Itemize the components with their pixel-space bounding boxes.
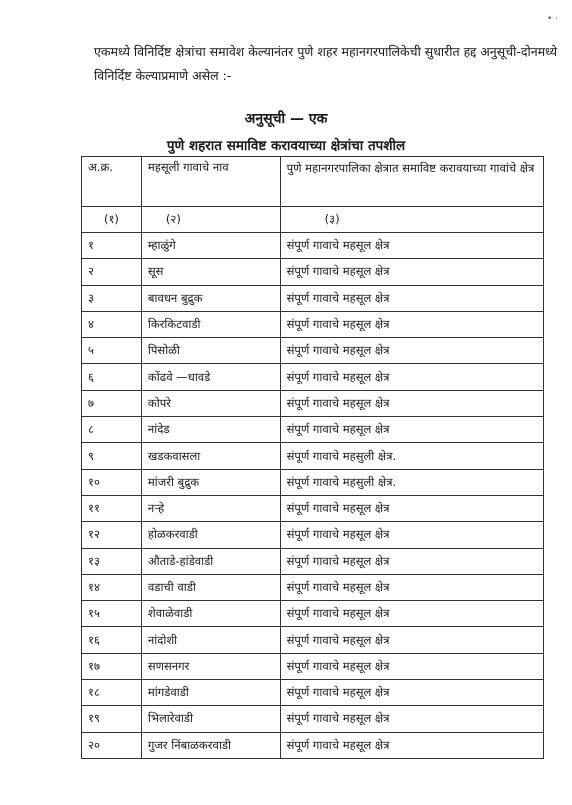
village-name-cell: वडाची वाडी (141, 574, 280, 600)
table-row (82, 522, 544, 548)
area-cell: संपूर्ण गावाचे महसूल क्षेत्र (280, 338, 543, 364)
serial-number-cell: १३ (82, 548, 142, 574)
area-cell: संपूर्ण गावाचे महसूल क्षेत्र (280, 390, 543, 416)
village-name-cell: सणसनगर (141, 653, 280, 679)
corner-mark: • · (546, 14, 558, 24)
village-name-cell: होळकरवाडी (141, 522, 280, 548)
area-cell: संपूर्ण गावाचे महसूल क्षेत्र (280, 627, 543, 653)
serial-number-cell: १० (82, 469, 142, 495)
serial-number-cell: ७ (82, 390, 142, 416)
column-number-3: (३) (280, 207, 543, 233)
area-cell: संपूर्ण गावाचे महसूल क्षेत्र (280, 417, 543, 443)
serial-number-cell: ५ (82, 338, 142, 364)
column-header-serial: अ.क्र. (82, 157, 142, 207)
villages-table (81, 156, 544, 759)
village-name-cell: भिलारेवाडी (141, 706, 280, 732)
village-name-cell: शेवाळेवाडी (141, 601, 280, 627)
schedule-title: अनुसूची — एक (244, 111, 328, 127)
table-row (82, 259, 544, 285)
village-name-cell: पिसोळी (141, 338, 280, 364)
area-cell: संपूर्ण गावाचे महसूल क्षेत्र (280, 601, 543, 627)
serial-number-cell: ८ (82, 417, 142, 443)
table-row (82, 706, 544, 732)
serial-number-cell: १ (82, 233, 142, 259)
table-row (82, 548, 544, 574)
serial-number-cell: ४ (82, 311, 142, 337)
area-cell: संपूर्ण गावाचे महसूल क्षेत्र (280, 653, 543, 679)
village-name-cell: औताडे-हांडेवाडी (141, 548, 280, 574)
serial-number-cell: १६ (82, 627, 142, 653)
table-row (82, 574, 544, 600)
village-name-cell: सूस (141, 259, 280, 285)
area-cell: संपूर्ण गावाचे महसूल क्षेत्र (280, 522, 543, 548)
serial-number-cell: ६ (82, 364, 142, 390)
village-name-cell: खडकवासला (141, 443, 280, 469)
serial-number-cell: ३ (82, 285, 142, 311)
table-row (82, 417, 544, 443)
column-header-village: महसूली गावाचे नाव (141, 157, 280, 207)
area-cell: संपूर्ण गावाचे महसूल क्षेत्र (280, 364, 543, 390)
area-cell: संपूर्ण गावाचे महसूल क्षेत्र (280, 311, 543, 337)
village-name-cell: कोपरे (141, 390, 280, 416)
village-name-cell: नांदोशी (141, 627, 280, 653)
serial-number-cell: १७ (82, 653, 142, 679)
table-row (82, 680, 544, 706)
table-row (82, 653, 544, 679)
village-name-cell: कोंढवे —धावडे (141, 364, 280, 390)
serial-number-cell: २ (82, 259, 142, 285)
column-header-area: पुणे महानगरपालिका क्षेत्रात समाविष्ट करावयाच्या गावांचे क्षेत्र (280, 157, 543, 207)
table-row (82, 732, 544, 758)
area-cell: संपूर्ण गावाचे महसूल क्षेत्र (280, 233, 543, 259)
table-row (82, 390, 544, 416)
table-header-row (82, 157, 544, 207)
area-cell: संपूर्ण गावाचे महसूल क्षेत्र (280, 548, 543, 574)
intro-paragraph: एकमध्ये विनिर्दिष्ट क्षेत्रांचा समावेश केल्यानंतर पुणे शहर महानगरपालिकेची सुधारीत हद्द अनुसूची-दोनमध्ये विनिर्दिष्ट केल्याप्रमाणे असेल :- (94, 44, 558, 83)
table-row (82, 338, 544, 364)
area-cell: संपूर्ण गावाचे महसुली क्षेत्र. (280, 469, 543, 495)
area-cell: संपूर्ण गावाचे महसूल क्षेत्र (280, 285, 543, 311)
column-number-row (82, 207, 544, 233)
table-row (82, 443, 544, 469)
area-cell: संपूर्ण गावाचे महसूल क्षेत्र (280, 574, 543, 600)
table-row (82, 469, 544, 495)
area-cell: संपूर्ण गावाचे महसूल क्षेत्र (280, 259, 543, 285)
table-row (82, 311, 544, 337)
table-title: पुणे शहरात समाविष्ट करावयाच्या क्षेत्रांचा तपशील (166, 138, 406, 154)
village-name-cell: नांदेड (141, 417, 280, 443)
serial-number-cell: २० (82, 732, 142, 758)
serial-number-cell: ११ (82, 495, 142, 521)
table-row (82, 627, 544, 653)
column-number-1: (१) (82, 207, 142, 233)
serial-number-cell: ९ (82, 443, 142, 469)
area-cell: संपूर्ण गावाचे महसूल क्षेत्र (280, 495, 543, 521)
area-cell: संपूर्ण गावाचे महसूल क्षेत्र (280, 680, 543, 706)
column-number-2: (२) (141, 207, 280, 233)
village-name-cell: गुजर निंबाळकरवाडी (141, 732, 280, 758)
serial-number-cell: १४ (82, 574, 142, 600)
village-name-cell: बावधन बुद्रुक (141, 285, 280, 311)
table-row (82, 233, 544, 259)
table-row (82, 285, 544, 311)
area-cell: संपूर्ण गावाचे महसुली क्षेत्र. (280, 443, 543, 469)
table-row (82, 364, 544, 390)
village-name-cell: नऱ्हे (141, 495, 280, 521)
village-name-cell: किरकिटवाडी (141, 311, 280, 337)
serial-number-cell: १९ (82, 706, 142, 732)
area-cell: संपूर्ण गावाचे महसूल क्षेत्र (280, 706, 543, 732)
table-row (82, 601, 544, 627)
village-name-cell: म्हाळुंगे (141, 233, 280, 259)
table-row (82, 495, 544, 521)
serial-number-cell: १५ (82, 601, 142, 627)
area-cell: संपूर्ण गावाचे महसूल क्षेत्र (280, 732, 543, 758)
village-name-cell: मांगडेवाडी (141, 680, 280, 706)
serial-number-cell: १८ (82, 680, 142, 706)
serial-number-cell: १२ (82, 522, 142, 548)
village-name-cell: मांजरी बुद्रुक (141, 469, 280, 495)
